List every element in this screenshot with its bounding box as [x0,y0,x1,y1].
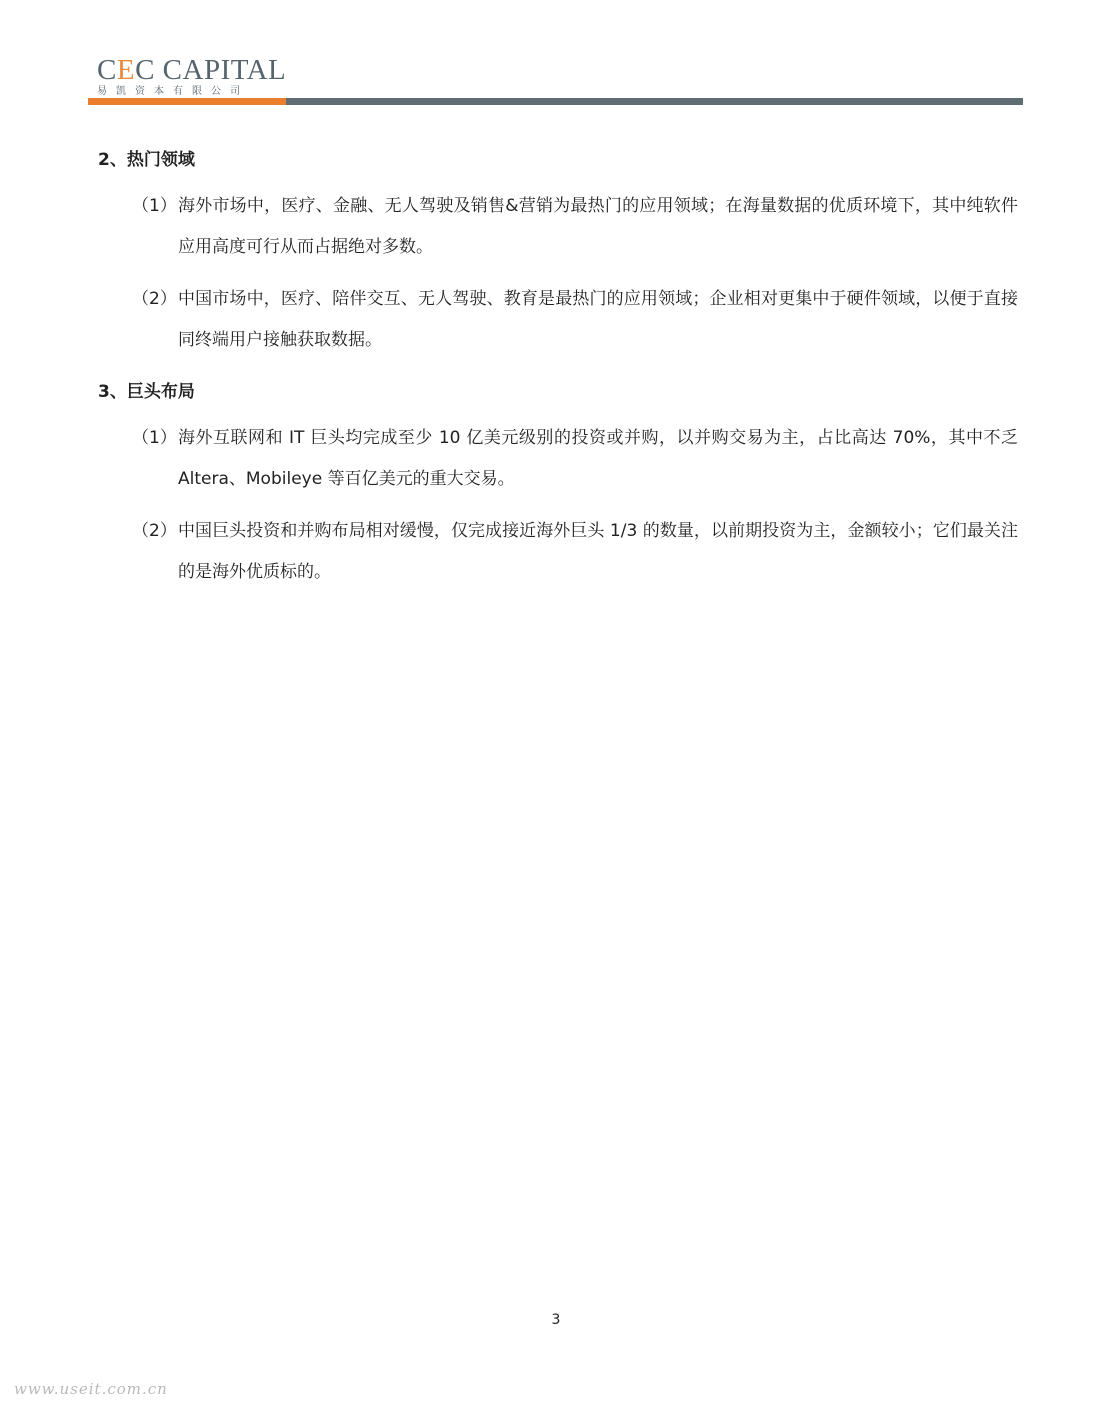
section-giants-layout [98,372,1018,593]
company-logo [97,54,286,86]
section-title: 3、巨头布局 [98,382,195,402]
item-number: （1） [132,196,177,216]
watermark: www.useit.com.cn [14,1380,168,1398]
header-rule-orange [88,98,286,105]
item-text: 中国巨头投资和并购布局相对缓慢，仅完成接近海外巨头 1/3 的数量，以前期投资为主，金额较小；它们最关注的是海外优质标的。 [178,521,1018,582]
page-header [0,0,1112,110]
list-item [98,511,1018,593]
item-number: （1） [132,428,177,448]
item-text: 海外互联网和 IT 巨头均完成至少 10 亿美元级别的投资或并购，以并购交易为主，占比高达 70%，其中不乏 Altera、Mobileye 等百亿美元的重大交易。 [178,428,1018,489]
item-number: （2） [132,521,177,541]
page-number: 3 [551,1312,561,1328]
item-text: 海外市场中，医疗、金融、无人驾驶及销售&营销为最热门的应用领域；在海量数据的优质环境下，其中纯软件应用高度可行从而占据绝对多数。 [178,196,1018,257]
header-rule-gray [286,98,1023,105]
item-number: （2） [132,289,177,309]
section-title: 2、热门领域 [98,150,195,170]
logo-prefix: C [97,54,117,86]
list-item [98,418,1018,500]
list-item [98,186,1018,268]
logo-subtitle: 易凯资本有限公司 [97,86,249,97]
document-body [98,140,1018,604]
logo-accent-letter: E [116,54,136,86]
item-text: 中国市场中，医疗、陪伴交互、无人驾驶、教育是最热门的应用领域；企业相对更集中于硬件领域，以便于直接同终端用户接触获取数据。 [178,289,1018,350]
list-item [98,279,1018,361]
logo-suffix: C CAPITAL [135,54,287,86]
section-hot-fields [98,140,1018,361]
